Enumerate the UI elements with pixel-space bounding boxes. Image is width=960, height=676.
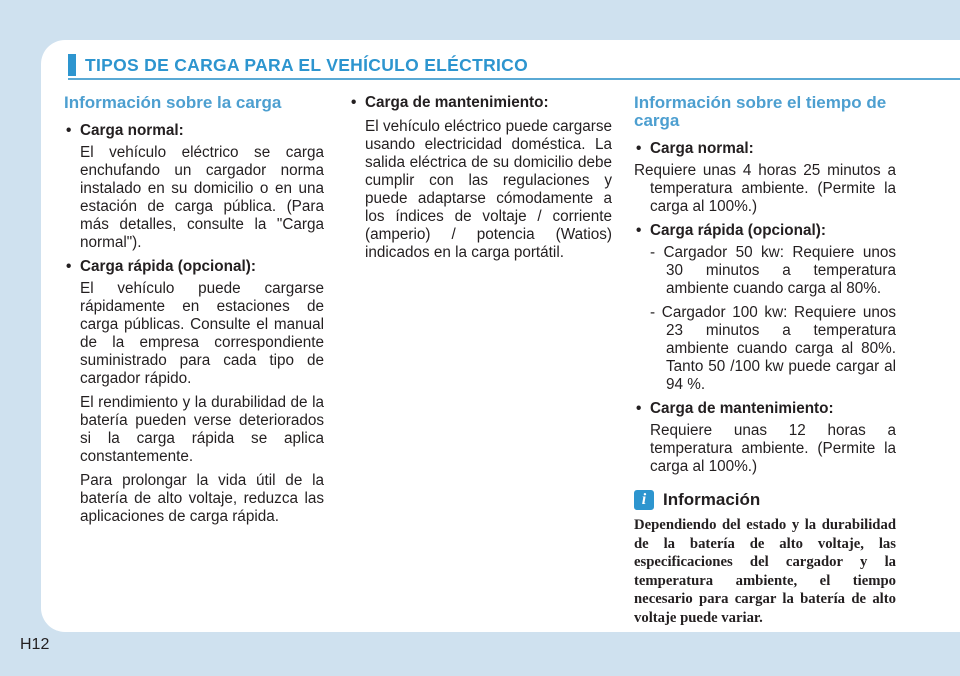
- text-rapid-time-100kw: - Cargador 100 kw: Requiere unos 23 minutos a temperatura ambiente cuando carga al 80%. Tanto 50 /100 kw puede cargar al 94 %.: [650, 304, 896, 393]
- text-rapid-charge-1: El vehículo puede cargarse rápidamente en estaciones de carga públicas. Consulte el manual de la empresa correspondiente suministrado para cada tipo de cargador rápido.: [80, 280, 324, 387]
- label-maintenance-charge: • Carga de mantenimiento:: [349, 94, 612, 112]
- header-accent-bar: [68, 54, 76, 76]
- info-note-title: Información: [663, 490, 761, 509]
- text-rapid-charge-3: Para prolongar la vida útil de la batería de alto voltaje, reduzca las aplicaciones de carga rápida.: [80, 472, 324, 525]
- heading-charging-info: Información sobre la carga: [64, 93, 282, 112]
- section-header: [68, 54, 960, 80]
- column-charging-info: [64, 94, 324, 532]
- heading-charging-time: Información sobre el tiempo de carga: [634, 93, 887, 130]
- column-charging-time: [634, 94, 896, 627]
- label-rapid-charge: • Carga rápida (opcional):: [64, 258, 324, 276]
- section-title: TIPOS DE CARGA PARA EL VEHÍCULO ELÉCTRICO: [85, 55, 529, 75]
- text-normal-time: Requiere unas 4 horas 25 minutos a temperatura ambiente. (Permite la carga al 100%.): [634, 162, 896, 215]
- label-maintenance-time: • Carga de mantenimiento:: [634, 400, 896, 418]
- text-maintenance-charge: El vehículo eléctrico puede cargarse usando electricidad doméstica. La salida eléctrica de su domicilio debe cumplir con las regulaciones y puede adaptarse cómodamente a los índices de voltaje / corriente (amperio) / potencia (Watios) indicados en la carga portátil.: [365, 118, 612, 261]
- label-normal-time: • Carga normal:: [634, 140, 896, 158]
- label-rapid-time: • Carga rápida (opcional):: [634, 222, 896, 240]
- info-note-header: [634, 490, 896, 510]
- text-maintenance-time: Requiere unas 12 horas a temperatura ambiente. (Permite la carga al 100%.): [650, 422, 896, 475]
- label-normal-charge: • Carga normal:: [64, 122, 324, 140]
- column-maintenance-charge: [349, 94, 612, 268]
- text-rapid-time-50kw: - Cargador 50 kw: Requiere unos 30 minutos a temperatura ambiente cuando carga al 80%.: [650, 244, 896, 297]
- info-note-text: Dependiendo del estado y la durabilidad de la batería de alto voltaje, las especificaciones del cargador y la temperatura ambiente, el tiempo necesario para cargar la batería de alto voltaje puede variar.: [634, 517, 896, 626]
- text-rapid-charge-2: El rendimiento y la durabilidad de la batería pueden verse deteriorados si la carga rápida se aplica constantemente.: [80, 394, 324, 465]
- info-icon: i: [634, 490, 654, 510]
- text-normal-charge: El vehículo eléctrico se carga enchufando un cargador norma instalado en su domicilio o en una estación de carga pública. (Para más detalles, consulte la "Carga normal").: [80, 144, 324, 251]
- page-number: H12: [20, 636, 50, 653]
